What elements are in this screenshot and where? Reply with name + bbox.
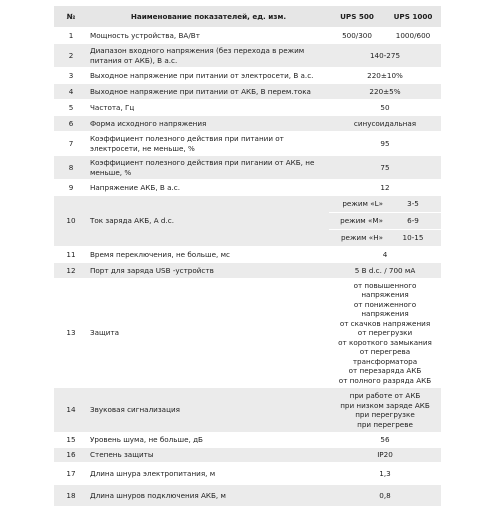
protection-item: от короткого замыкания: [338, 337, 432, 347]
sound-alarm-item: при работе от АКБ: [349, 391, 421, 400]
protection-item: от пониженного: [353, 299, 417, 309]
header-parameter-name: Наименование показателей, ед. изм.: [88, 6, 329, 28]
row-parameter: Уровень шума, не больше, дБ: [88, 433, 329, 448]
protection-item: от перегрева: [359, 347, 411, 357]
row-parameter: [88, 44, 329, 68]
table-row: [54, 84, 441, 100]
table-row: [54, 279, 441, 388]
protection-item: от скачков напряжения: [339, 318, 431, 328]
row-value: IP20: [329, 448, 441, 463]
row-parameter-line-1: Диапазон входного напряжения (без перехода в режим: [90, 46, 305, 55]
row-value: 75: [329, 156, 441, 180]
row-value: 140-275: [329, 44, 441, 68]
charge-mode-label: режим «H»: [329, 230, 385, 247]
row-value: 220±10%: [329, 68, 441, 84]
row-number: 6: [54, 116, 88, 132]
row-value: 5 В d.c. / 700 мА: [329, 263, 441, 279]
row-number: 7: [54, 132, 88, 156]
row-parameter: Степень защиты: [88, 448, 329, 463]
sound-alarm-item: при низком заряде АКБ: [340, 400, 430, 410]
table-row: [54, 100, 441, 116]
row-parameter: Защита: [88, 279, 329, 388]
row-value: 1,3: [329, 463, 441, 485]
row-number: 5: [54, 100, 88, 116]
row-value: 220±5%: [329, 84, 441, 100]
row-value-ups-500: 500/300: [329, 28, 385, 44]
protection-item: от перезаряда АКБ: [348, 366, 422, 376]
table-row: [54, 156, 441, 180]
table-row: [54, 116, 441, 132]
row-number: 8: [54, 156, 88, 180]
row-number: 12: [54, 263, 88, 279]
table-header-row: [54, 6, 441, 28]
row-value: 95: [329, 132, 441, 156]
charge-mode-value: 10-15: [385, 230, 441, 247]
row-parameter: [88, 132, 329, 156]
charge-mode-label: режим «L»: [329, 196, 385, 213]
row-parameter-line-2: меньше, %: [90, 167, 132, 177]
row-value: 0,8: [329, 485, 441, 507]
protection-item: от полного разряда АКБ: [338, 375, 432, 385]
row-number: 4: [54, 84, 88, 100]
row-parameter: Время переключения, не больше, мс: [88, 247, 329, 263]
row-number: 13: [54, 279, 88, 388]
table-row: [54, 433, 441, 448]
specification-table: [54, 6, 441, 507]
row-parameter-line-1: Коэффициент полезного действия при питании от: [90, 134, 284, 143]
row-number: 2: [54, 44, 88, 68]
table-row: [54, 180, 441, 196]
row-number: 17: [54, 463, 88, 485]
row-parameter: Форма исходного напряжения: [88, 116, 329, 132]
table-row: [54, 196, 441, 213]
table-row: [54, 463, 441, 485]
row-value: 56: [329, 433, 441, 448]
protection-list: [329, 279, 441, 388]
row-parameter: Длина шнуров подключения АКБ, м: [88, 485, 329, 507]
charge-mode-value: 3-5: [385, 196, 441, 213]
row-parameter: Длина шнура электропитания, м: [88, 463, 329, 485]
row-parameter: Звуковая сигнализация: [88, 388, 329, 433]
protection-item: напряжения: [361, 290, 409, 300]
row-number: 14: [54, 388, 88, 433]
row-number: 18: [54, 485, 88, 507]
charge-mode-label: режим «M»: [329, 213, 385, 230]
row-value: 4: [329, 247, 441, 263]
row-parameter: Выходное напряжение при питании от электросети, В а.с.: [88, 68, 329, 84]
header-number: №: [54, 6, 88, 28]
header-ups-1000: UPS 1000: [385, 6, 441, 28]
charge-mode-value: 6-9: [385, 213, 441, 230]
table-row: [54, 388, 441, 433]
table-row: [54, 485, 441, 507]
row-parameter-line-2: электросети, не меньше, %: [90, 143, 195, 153]
sound-alarm-item: при перегреве: [357, 419, 413, 429]
row-parameter: Напряжение АКБ, В а.с.: [88, 180, 329, 196]
row-value-ups-1000: 1000/600: [385, 28, 441, 44]
row-number: 11: [54, 247, 88, 263]
protection-item: напряжения: [361, 309, 409, 319]
protection-item: от повышенного: [353, 280, 417, 290]
table-row: [54, 28, 441, 44]
row-number: 3: [54, 68, 88, 84]
row-parameter: [88, 156, 329, 180]
table-row: [54, 448, 441, 463]
row-parameter: Ток заряда АКБ, A d.c.: [88, 196, 329, 247]
row-value: синусоидальная: [329, 116, 441, 132]
row-value: 50: [329, 100, 441, 116]
row-number: 10: [54, 196, 88, 247]
table-row: [54, 44, 441, 68]
row-parameter: Частота, Гц: [88, 100, 329, 116]
row-value: 12: [329, 180, 441, 196]
header-ups-500: UPS 500: [329, 6, 385, 28]
row-parameter: Выходное напряжение при питании от АКБ, В перем.тока: [88, 84, 329, 100]
table-row: [54, 68, 441, 84]
sound-alarm-item: при перегрузке: [355, 410, 415, 419]
row-number: 15: [54, 433, 88, 448]
row-number: 9: [54, 180, 88, 196]
sound-alarm-list: [329, 388, 441, 433]
table-row: [54, 247, 441, 263]
row-number: 16: [54, 448, 88, 463]
table-row: [54, 132, 441, 156]
row-parameter-line-2: питания от АКБ), В а.с.: [90, 55, 178, 65]
row-parameter: Порт для заряда USB -устройств: [88, 263, 329, 279]
row-parameter-line-1: Коэффициент полезного действия при пигании от АКБ, не: [90, 158, 315, 167]
row-number: 1: [54, 28, 88, 44]
row-parameter: Мощность устройства, ВА/Вт: [88, 28, 329, 44]
protection-item: от перегрузки: [357, 328, 413, 338]
table-row: [54, 263, 441, 279]
protection-item: трансформатора: [352, 356, 418, 366]
